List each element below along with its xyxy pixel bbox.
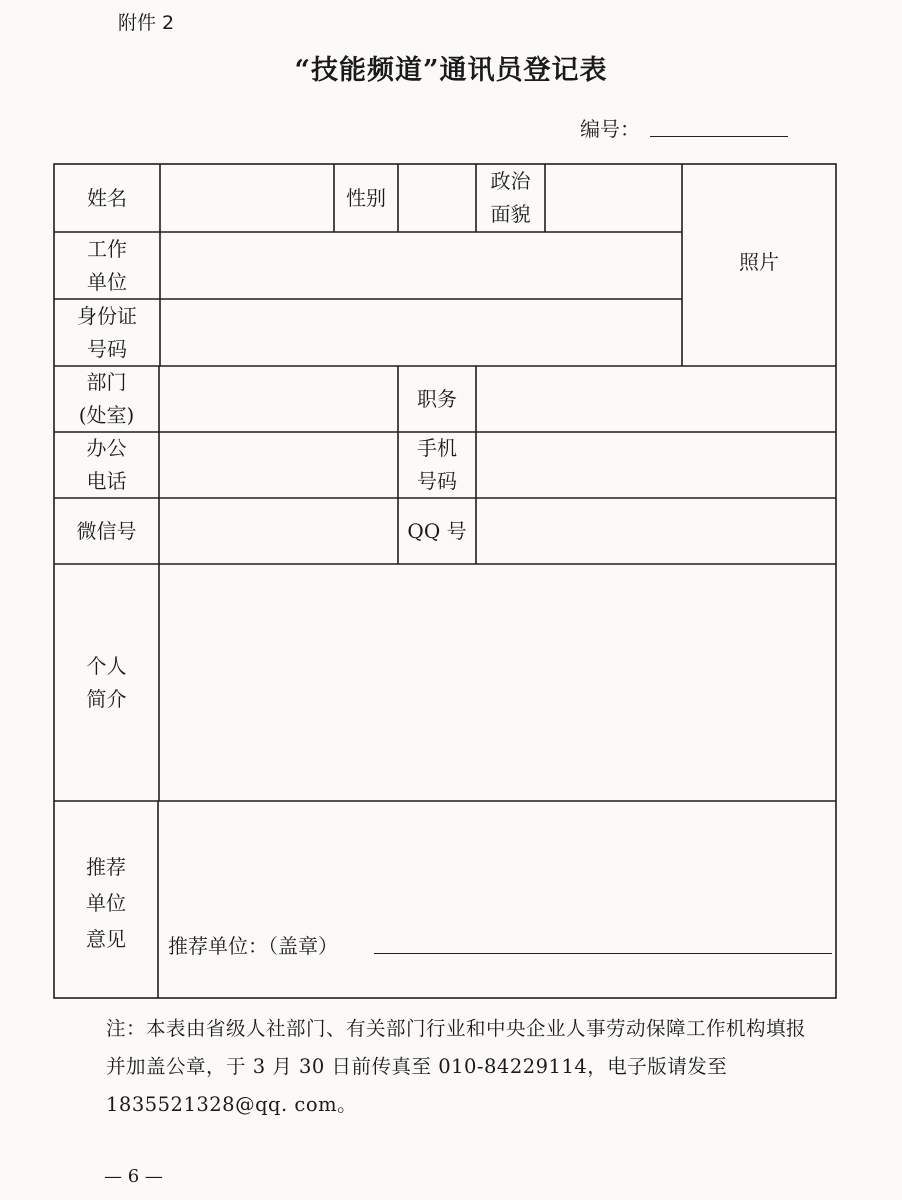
work-unit-label: 工作 单位 bbox=[87, 236, 127, 294]
position-label: 职务 bbox=[417, 386, 457, 411]
attachment-label: 附件 2 bbox=[118, 12, 175, 34]
qq-label: QQ 号 bbox=[407, 518, 467, 543]
name-label: 姓名 bbox=[87, 185, 127, 210]
photo-box[interactable]: 照片 bbox=[739, 250, 779, 274]
wechat-label: 微信号 bbox=[76, 518, 137, 543]
page-title: “技能频道”通讯员登记表 bbox=[294, 55, 608, 86]
recommend-stamp-label: 推荐单位：（盖章） bbox=[168, 934, 338, 958]
profile-label: 个人 简介 bbox=[86, 653, 127, 711]
recommendation-label: 推荐 单位 意见 bbox=[86, 854, 126, 951]
department-label: 部门 (处室) bbox=[78, 370, 135, 427]
political-status-field[interactable] bbox=[546, 165, 681, 231]
page-number: — 6 — bbox=[104, 1166, 163, 1187]
department-field[interactable] bbox=[160, 367, 397, 431]
serial-number-label: 编号： bbox=[580, 117, 640, 141]
recommendation-field[interactable] bbox=[159, 802, 835, 922]
gender-label: 性别 bbox=[346, 185, 386, 210]
wechat-field[interactable] bbox=[160, 499, 397, 563]
political-status-label: 政治 面貌 bbox=[490, 169, 531, 226]
recommend-stamp-field[interactable] bbox=[374, 953, 832, 954]
footnote: 注：本表由省级人社部门、有关部门行业和中央企业人事劳动保障工作机构填报并加盖公章，于 3 月 30 日前传真至 010-84229114，电子版请发至 1835521328@qq. com。 bbox=[106, 1017, 807, 1116]
gender-field[interactable] bbox=[399, 165, 475, 231]
profile-field[interactable] bbox=[160, 565, 835, 800]
office-phone-label: 办公 电话 bbox=[86, 436, 127, 493]
mobile-field[interactable] bbox=[477, 433, 835, 497]
name-field[interactable] bbox=[161, 165, 333, 231]
id-number-field[interactable] bbox=[161, 300, 681, 365]
qq-field[interactable] bbox=[477, 499, 835, 563]
mobile-label: 手机 号码 bbox=[417, 436, 457, 493]
id-number-label: 身份证 号码 bbox=[77, 303, 137, 361]
work-unit-field[interactable] bbox=[161, 233, 681, 298]
office-phone-field[interactable] bbox=[160, 433, 397, 497]
position-field[interactable] bbox=[477, 367, 835, 431]
